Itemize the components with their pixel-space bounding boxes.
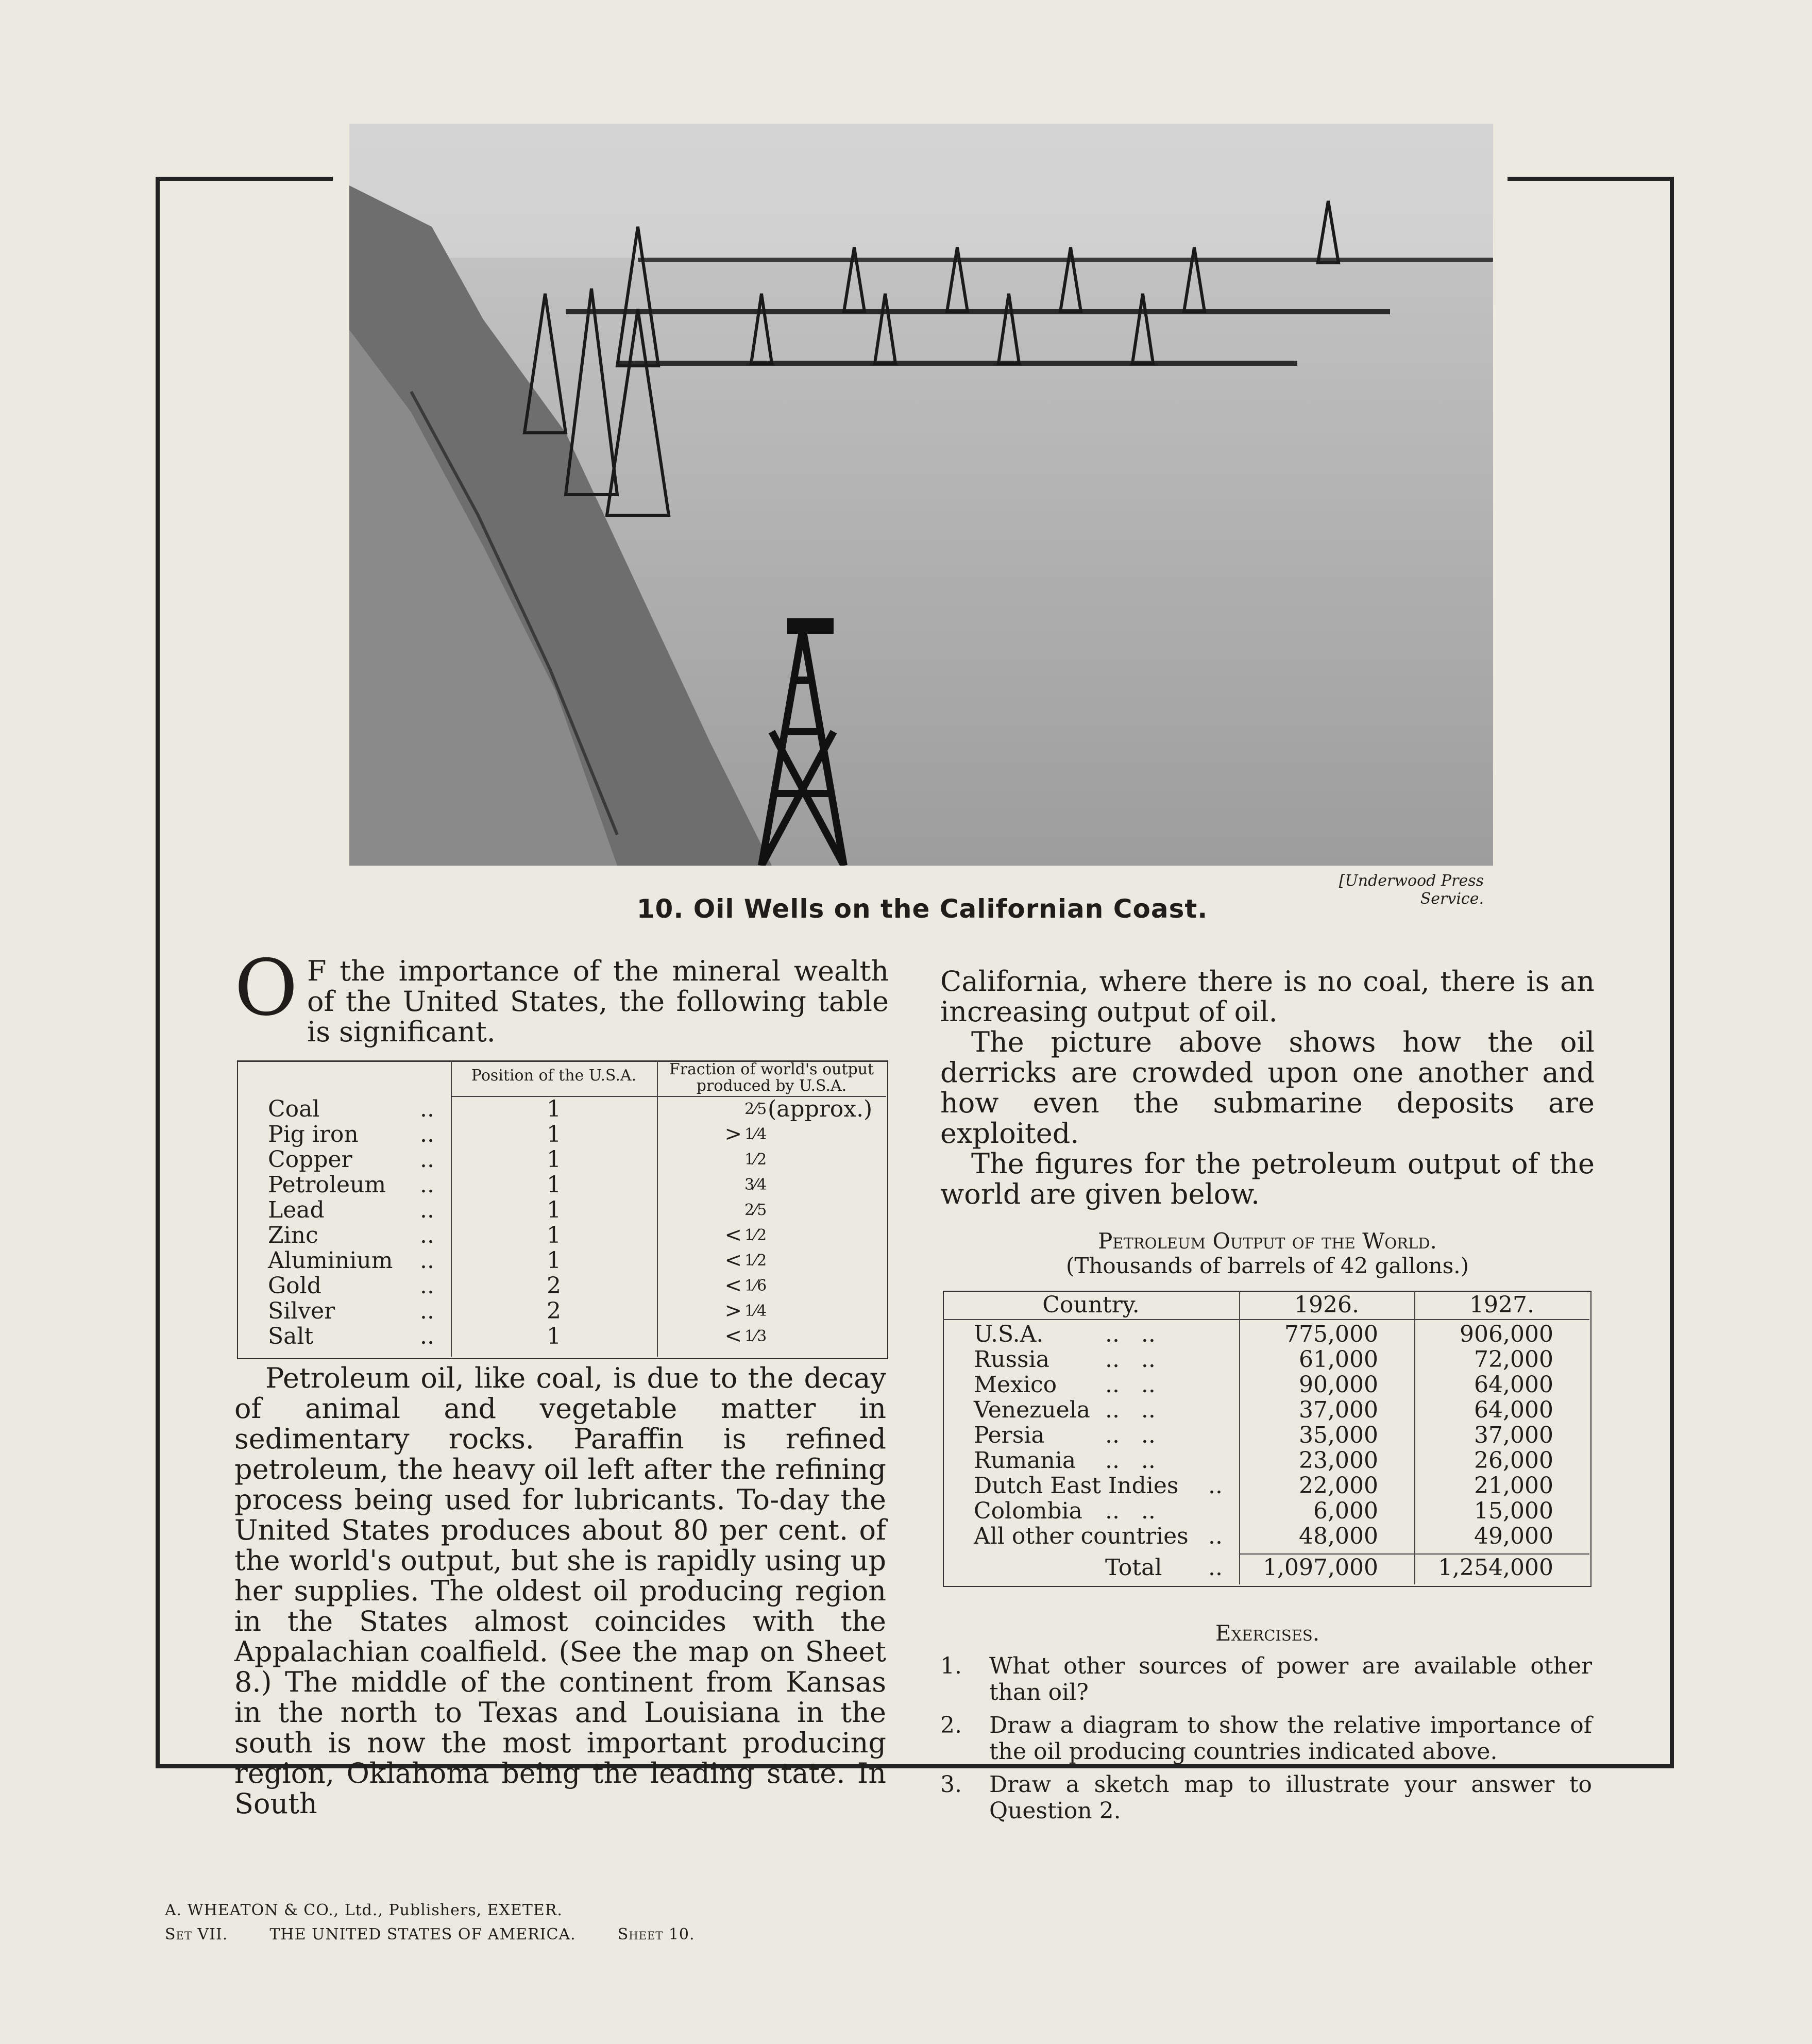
mineral-dots: .. [420,1247,434,1274]
mineral-position: 1 [547,1323,561,1349]
photo-caption: 10. Oil Wells on the Californian Coast. [636,894,1208,924]
value-1926: 90,000 [1299,1372,1378,1398]
intro-paragraph [234,943,889,1048]
country-name: All other countries [974,1523,1189,1549]
exercise-text: Draw a diagram to show the relative importance of the oil producing countries indicated above. [989,1712,1592,1765]
value-1927: 64,000 [1474,1397,1553,1423]
value-1927: 37,000 [1474,1422,1553,1448]
value-1926: 22,000 [1299,1473,1378,1499]
footer-publisher: A. WHEATON & CO., Ltd., Publishers, EXETER. [165,1901,563,1919]
value-1927: 906,000 [1460,1321,1553,1347]
header-1926: 1926. [1294,1292,1359,1318]
petroleum-row [943,1524,1589,1549]
mineral-row [237,1324,886,1349]
mineral-fraction: 1⁄4 [744,1125,767,1143]
value-1927: 64,000 [1474,1372,1553,1398]
footer-sheet-number: Sheet 10. [617,1925,695,1944]
mineral-position: 1 [547,1247,561,1274]
country-dots: .. [1208,1523,1223,1549]
total-label: Total [1105,1555,1162,1581]
petroleum-table-subtitle: (Thousands of barrels of 42 gallons.) [1065,1253,1469,1278]
petroleum-table-title: Petroleum Output of the World. [1098,1228,1437,1254]
mineral-fraction: 1⁄4 [744,1302,767,1320]
value-1926: 35,000 [1299,1422,1378,1448]
mineral-dots: .. [420,1323,434,1349]
mineral-name: Pig iron [268,1121,359,1147]
mineral-header-position: Position of the U.S.A. [471,1067,637,1085]
mineral-fraction: 1⁄2 [744,1252,767,1270]
mineral-name: Petroleum [268,1172,386,1198]
mineral-fraction: 1⁄6 [744,1277,767,1295]
value-1927: 21,000 [1474,1473,1553,1499]
mineral-row [237,1172,886,1197]
mineral-row [237,1197,886,1223]
country-name: Mexico [974,1372,1057,1398]
mineral-position: 1 [547,1197,561,1223]
petroleum-row [943,1473,1589,1498]
country-dots: .. .. [1105,1397,1156,1423]
mineral-symbol: > [724,1299,742,1323]
mineral-dots: .. [420,1273,434,1299]
left-body-text: Petroleum oil, like coal, is due to the decay of animal and vegetable matter in sedimentary rocks. Paraffin is refined petroleum, the heavy oil left after the refining process being used for lubricants. To-day the United States produces about 80 per cent. of the world's output, but she is rapidly using up her supplies. The oldest oil producing region in the States almost coincides with the Appalachian coalfield. (See the map on Sheet 8.) The middle of the continent from Kansas in the north to Texas and Louisiana in the south is now the most important producing region, Oklahoma being the leading state. In South [234,1362,886,1820]
country-dots: .. [1208,1473,1223,1499]
country-name: Persia [974,1422,1045,1448]
value-1927: 15,000 [1474,1498,1553,1524]
mineral-row [237,1223,886,1248]
mineral-row [237,1273,886,1298]
mineral-name: Gold [268,1273,321,1299]
mineral-name: Zinc [268,1222,318,1248]
petroleum-row [943,1448,1589,1473]
intro-text: F the importance of the mineral wealth of the United States, the following table is significant. [307,955,889,1048]
header-1927: 1927. [1469,1292,1534,1318]
country-name: Rumania [974,1447,1076,1474]
exercises-heading: Exercises. [1215,1620,1320,1646]
mineral-row [237,1096,886,1122]
mineral-dots: .. [420,1298,434,1324]
country-dots: .. .. [1105,1498,1156,1524]
value-1926: 775,000 [1284,1321,1378,1347]
country-name: Dutch East Indies [974,1473,1179,1499]
mineral-position: 1 [547,1146,561,1173]
header-country: Country. [1042,1292,1140,1318]
petroleum-row [943,1397,1589,1423]
mineral-position: 1 [547,1121,561,1147]
exercise-number: 3. [940,1771,962,1798]
footer-set [165,1925,695,1944]
value-1927: 49,000 [1474,1523,1553,1549]
petroleum-table-title-block [940,1229,1595,1278]
petroleum-row [943,1423,1589,1448]
mineral-note: (approx.) [768,1096,873,1122]
drop-cap: O [234,943,298,1033]
total-1926: 1,097,000 [1263,1555,1378,1581]
oil-wells-photo [349,124,1493,866]
mineral-dots: .. [420,1146,434,1173]
mineral-fraction: 1⁄2 [744,1226,767,1244]
mineral-fraction: 2⁄5 [744,1100,767,1118]
value-1927: 72,000 [1474,1346,1553,1373]
value-1926: 23,000 [1299,1447,1378,1474]
mineral-position: 1 [547,1222,561,1248]
country-name: Colombia [974,1498,1082,1524]
frame-left-rule [156,177,160,1768]
mineral-fraction: 3⁄4 [744,1176,767,1194]
exercise-number: 1. [940,1653,962,1679]
mineral-dots: .. [420,1121,434,1147]
mineral-symbol: < [724,1223,742,1247]
mineral-position: 2 [547,1298,561,1324]
right-body-column [940,966,1595,1209]
petroleum-row [943,1498,1589,1524]
left-body-paragraph [234,1363,886,1819]
value-1926: 48,000 [1299,1523,1378,1549]
right-body-p2: The picture above shows how the oil derricks are crowded upon one another and how even the submarine deposits are exploited. [940,1026,1595,1150]
exercise-text: What other sources of power are available other than oil? [989,1653,1592,1705]
petroleum-table-header-rule [943,1319,1589,1320]
mineral-name: Coal [268,1096,320,1122]
frame-right-rule [1670,177,1674,1768]
frame-top-left-rule [156,177,333,181]
right-body-p3: The figures for the petroleum output of the world are given below. [940,1147,1595,1210]
country-dots: .. .. [1105,1346,1156,1373]
value-1926: 6,000 [1313,1498,1378,1524]
mineral-fraction: 1⁄3 [744,1327,767,1345]
mineral-name: Salt [268,1323,314,1349]
petroleum-row [943,1347,1589,1372]
mineral-dots: .. [420,1172,434,1198]
mineral-name: Silver [268,1298,335,1324]
total-dots: .. [1208,1555,1223,1581]
mineral-position: 2 [547,1273,561,1299]
country-dots: .. .. [1105,1321,1156,1347]
value-1927: 26,000 [1474,1447,1553,1474]
value-1926: 37,000 [1299,1397,1378,1423]
mineral-dots: .. [420,1197,434,1223]
right-body-p1: California, where there is no coal, there is an increasing output of oil. [940,965,1595,1028]
country-dots: .. .. [1105,1447,1156,1474]
country-name: Russia [974,1346,1049,1373]
petroleum-row [943,1372,1589,1397]
petroleum-row [943,1322,1589,1347]
exercise-text: Draw a sketch map to illustrate your answer to Question 2. [989,1771,1592,1824]
mineral-name: Copper [268,1146,352,1173]
country-name: U.S.A. [974,1321,1044,1347]
mineral-fraction: 1⁄2 [744,1151,767,1169]
mineral-name: Lead [268,1197,325,1223]
footer-set-label: Set VII. [165,1925,228,1944]
photo-credit: [Underwood Press Service. [1339,872,1484,908]
country-dots: .. .. [1105,1372,1156,1398]
mineral-row [237,1248,886,1273]
mineral-dots: .. [420,1096,434,1122]
mineral-symbol: < [724,1274,742,1297]
exercise-number: 2. [940,1712,962,1738]
country-dots: .. .. [1105,1422,1156,1448]
mineral-symbol: > [724,1122,742,1146]
value-1926: 61,000 [1299,1346,1378,1373]
mineral-symbol: < [724,1248,742,1272]
country-name: Venezuela [974,1397,1091,1423]
mineral-position: 1 [547,1172,561,1198]
mineral-row [237,1122,886,1147]
petroleum-total-row [943,1555,1589,1580]
mineral-name: Aluminium [268,1247,393,1274]
mineral-dots: .. [420,1222,434,1248]
mineral-row [237,1147,886,1172]
total-1927: 1,254,000 [1438,1555,1553,1581]
mineral-position: 1 [547,1096,561,1122]
footer-sheet-title: THE UNITED STATES OF AMERICA. [269,1925,576,1944]
oil-derricks-illustration [349,124,1493,866]
mineral-fraction: 2⁄5 [744,1201,767,1219]
mineral-row [237,1298,886,1324]
mineral-header-fraction: Fraction of world's output produced by U.S.A. [669,1060,874,1095]
mineral-symbol: < [724,1324,742,1348]
frame-top-right-rule [1508,177,1674,181]
